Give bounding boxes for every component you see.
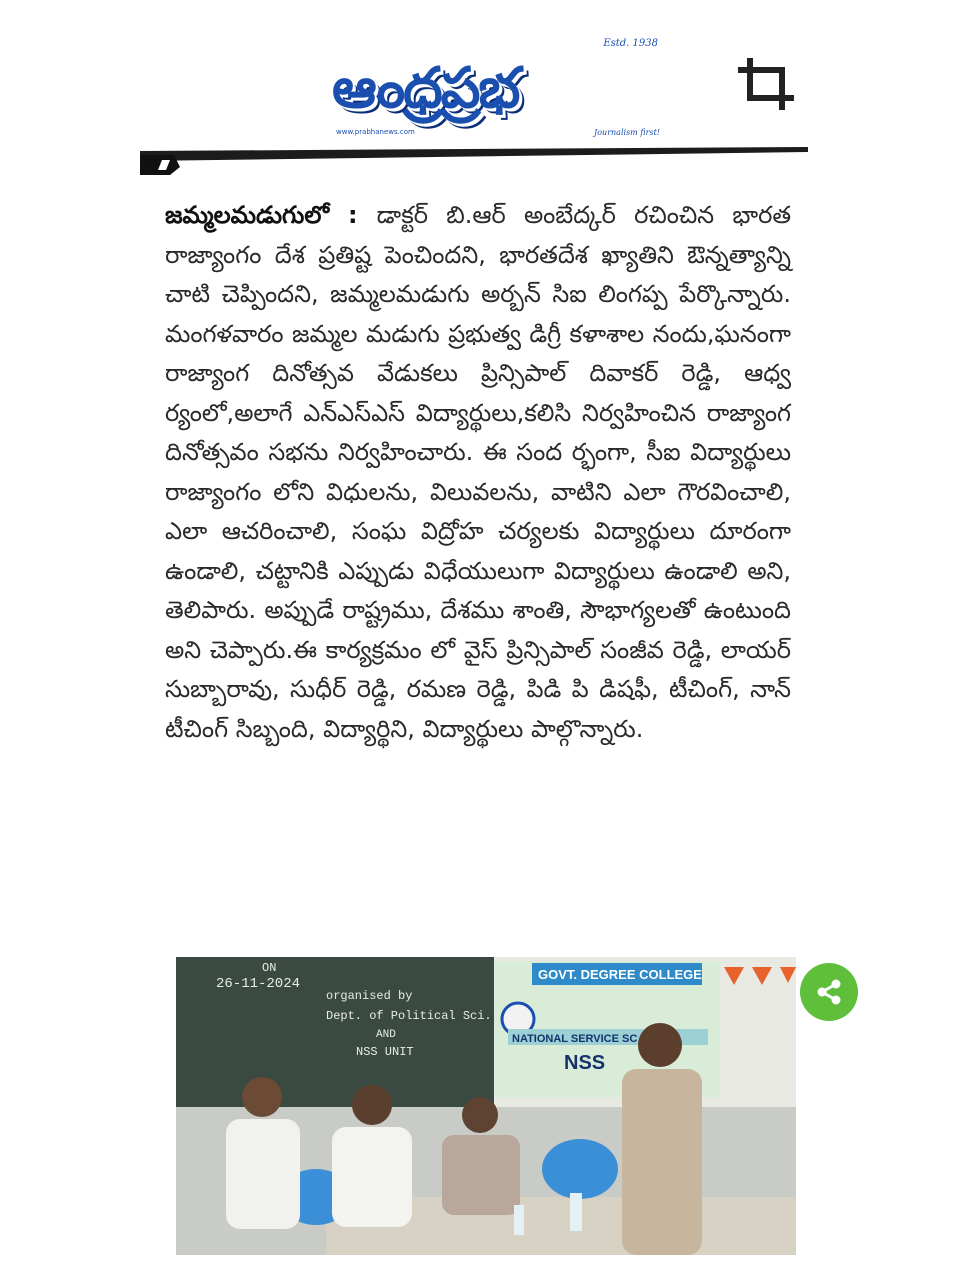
share-icon xyxy=(814,977,844,1007)
board-line3: AND xyxy=(376,1029,396,1041)
masthead-tagline: Journalism first! xyxy=(594,128,660,137)
board-line2: Dept. of Political Sci. xyxy=(326,1009,492,1023)
event-photo xyxy=(176,957,796,1255)
masthead-estd: Estd. 1938 xyxy=(603,38,658,49)
banner-nss: NSS xyxy=(564,1052,606,1074)
masthead-rule xyxy=(140,145,808,175)
share-button[interactable] xyxy=(800,963,858,1021)
board-on: ON xyxy=(262,961,277,975)
newspaper-logo: ఆంధ్రప్రభ xyxy=(332,56,519,121)
board-line4: NSS UNIT xyxy=(356,1045,414,1059)
dateline-separator: : xyxy=(329,201,377,229)
article-dateline: జమ్మలమడుగులో xyxy=(165,201,330,229)
masthead-website: www.prabhanews.com xyxy=(336,128,415,136)
article-body: డాక్టర్ బి.ఆర్ అంబేద్కర్ రచించిన భారత రాజ్యాంగం దేశ ప్రతిష్ట పెంచిందని, భారతదేశ ఖ్యాతిని ఔన్నత్యాన్ని చాటి చెప్పిందని, జమ్మలమడుగు అర్బన్ సిఐ లింగప్ప పేర్కొన్నారు. మంగళవారం జమ్మల మడుగు ప్రభుత్వ డిగ్రీ కళాశాల నందు,ఘనంగా రాజ్యాంగ దినోత్సవ వేడుకలు ప్రిన్సిపాల్ దివాకర్ రెడ్డి, ఆధ్వ ర్యంలో,అలాగే ఎన్ఎస్ఎస్ విద్యార్థులు,కలిసి నిర్వహించిన రాజ్యాంగ దినోత్సవం సభను నిర్వహించారు. ఈ సంద ర్భంగా, సీఐ విద్యార్థులు రాజ్యాంగం లోని విధులను, విలువలను, వాటిని ఎలా గౌరవించాలి, ఎలా ఆచరించాలి, సంఘ విద్రోహ చర్యలకు విద్యార్థులు దూరంగా ఉండాలి, చట్టానికి ఎప్పుడు విధేయులుగా విద్యార్థులు ఉండాలి అని, తెలిపారు. అప్పుడే రాష్ట్రము, దేశము శాంతి, సౌభాగ్యలతో ఉంటుంది అని చెప్పారు.ఈ కార్యక్రమం లో వైస్ ప్రిన్సిపాల్ సంజీవ రెడ్డి, లాయర్ సుబ్బారావు, సుధీర్ రెడ్డి, రమణ రెడ్డి, పిడి పి డిషఫీ, టీచింగ్, నాన్ టీచింగ్ సిబ్బంది, విద్యార్థిని, విద్యార్థులు పాల్గొన్నారు. xyxy=(165,201,792,743)
board-date: 26-11-2024 xyxy=(216,976,301,992)
banner-line: NATIONAL SERVICE SC xyxy=(512,1033,638,1045)
board-line1: organised by xyxy=(326,989,413,1003)
crop-icon[interactable] xyxy=(738,58,794,110)
banner-title: GOVT. DEGREE COLLEGE xyxy=(538,967,702,982)
article-text xyxy=(165,196,791,749)
masthead xyxy=(320,38,670,138)
